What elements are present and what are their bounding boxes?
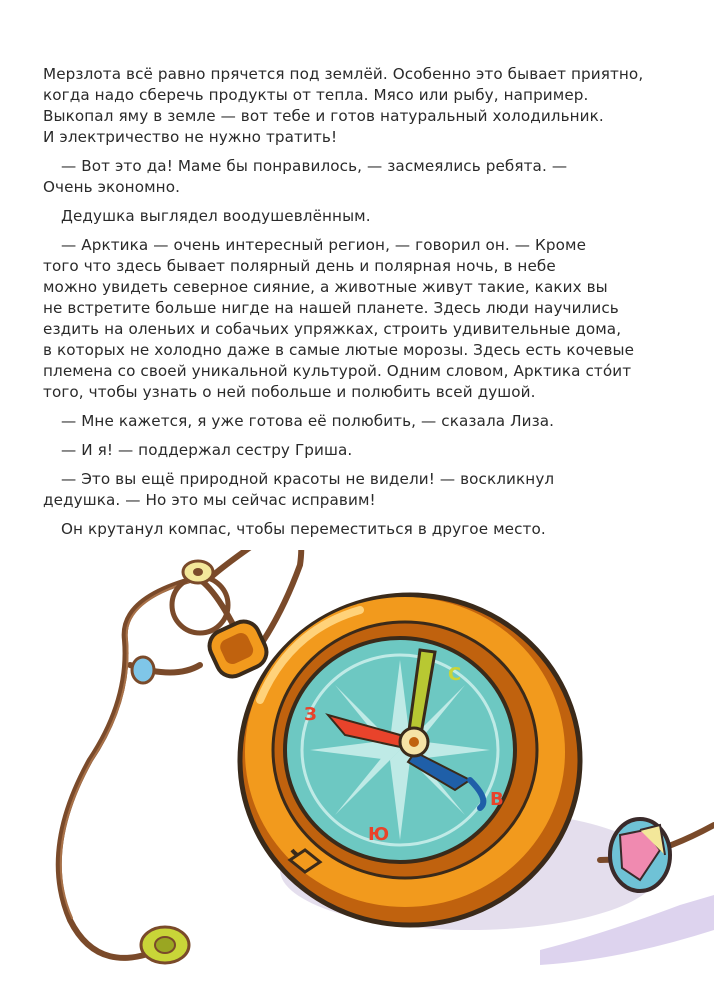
bead-top	[183, 561, 213, 583]
text-line: того что здесь бывает полярный день и полярная ночь, в небе	[43, 257, 556, 275]
paragraph-7	[43, 469, 683, 511]
paragraph-8	[43, 519, 683, 540]
bead-green	[141, 927, 189, 963]
text-line: когда надо сберечь продукты от тепла. Мясо или рыбу, например.	[43, 86, 589, 104]
text-line: Очень экономно.	[43, 178, 181, 196]
paragraph-3	[43, 206, 683, 227]
text-line: Мерзлота всё равно прячется под землёй. Особенно это бывает приятно,	[43, 65, 644, 83]
paragraph-6	[43, 440, 683, 461]
paragraph-5	[43, 411, 683, 432]
story-text	[43, 64, 683, 548]
text-line: того, чтобы узнать о ней побольше и полюбить всей душой.	[43, 383, 536, 401]
marking-south: Ю	[368, 824, 390, 845]
paragraph-4	[43, 235, 683, 403]
text-line: — Это вы ещё природной красоты не видели! — воскликнул	[61, 470, 555, 488]
text-line: не встретите больше нигде на нашей планете. Здесь люди научились	[43, 299, 619, 317]
text-line: Выкопал яму в земле — вот тебе и готов натуральный холодильник.	[43, 107, 604, 125]
text-line: — Мне кажется, я уже готова её полюбить, — сказала Лиза.	[61, 412, 555, 430]
text-line: Дедушка выглядел воодушевлённым.	[61, 207, 371, 225]
marking-north: С	[448, 664, 462, 685]
paragraph-1	[43, 64, 683, 148]
compass-center	[400, 728, 428, 756]
text-line: можно увидеть северное сияние, а животные живут такие, каких вы	[43, 278, 608, 296]
compass-dial	[285, 638, 515, 862]
text-line: дедушка. — Но это мы сейчас исправим!	[43, 491, 376, 509]
text-line: ездить на оленьих и собачьих упряжках, строить удивительные дома,	[43, 320, 622, 338]
text-line: племена со своей уникальной культурой. Одним словом, Арктика сто́ит	[43, 362, 632, 380]
compass-illustration	[0, 550, 714, 1000]
text-line: Он крутанул компас, чтобы переместиться в другое место.	[61, 520, 546, 538]
text-line: в которых не холодно даже в самые лютые морозы. Здесь есть кочевые	[43, 341, 635, 359]
text-line: И электричество не нужно тратить!	[43, 128, 338, 146]
text-line: — Арктика — очень интересный регион, — говорил он. — Кроме	[61, 236, 587, 254]
text-line: — Вот это да! Маме бы понравилось, — засмеялись ребята. —	[61, 157, 568, 175]
marking-west: З	[304, 704, 317, 725]
bead-mosaic	[610, 819, 670, 891]
bead-blue	[132, 657, 154, 683]
paragraph-2	[43, 156, 683, 198]
marking-east: В	[490, 789, 504, 810]
text-line: — И я! — поддержал сестру Гриша.	[61, 441, 353, 459]
